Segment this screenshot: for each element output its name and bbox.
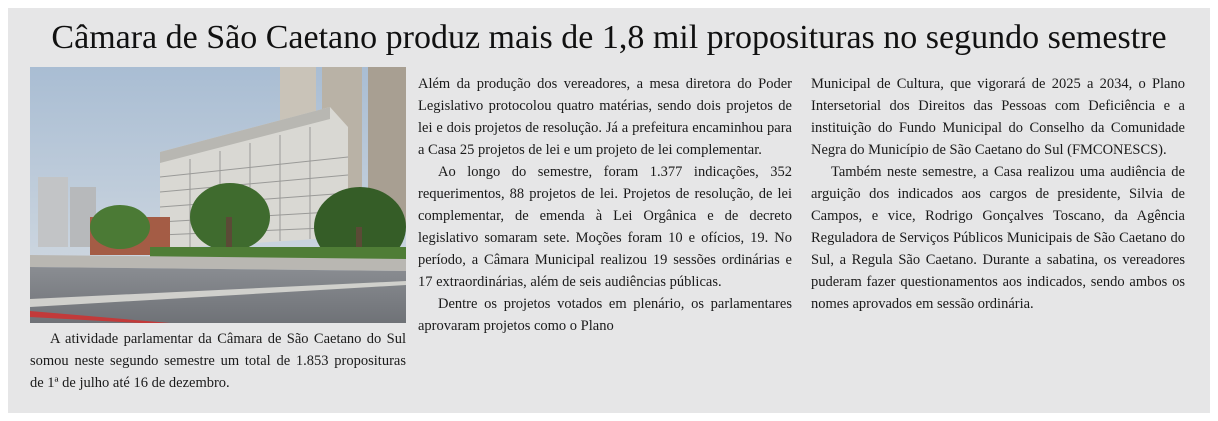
paragraph: Além da produção dos vereadores, a mesa diretora do Poder Legislativo protocolou quatro matérias, sendo dois projetos de lei e dois projetos de resolução. Já a prefeitura encaminhou para a Casa 25 projetos de lei e um projeto de lei complementar. xyxy=(418,76,792,158)
newspaper-article xyxy=(8,8,1210,413)
article-headline: Câmara de São Caetano produz mais de 1,8 mil proposituras no segundo semestre xyxy=(51,19,1167,56)
caption-text: A atividade parlamentar da Câmara de São Caetano do Sul somou neste segundo semestre um total de 1.853 proposituras de 1ª de julho até 16 de dezembro. xyxy=(30,331,406,391)
text-column-2 xyxy=(811,73,1185,315)
text-column-1 xyxy=(418,73,792,337)
paragraph: Municipal de Cultura, que vigorará de 2025 a 2034, o Plano Intersetorial dos Direitos das Pessoas com Deficiência e a instituição do Fundo Municipal do Conselho da Comunidade Negra do Município de São Caetano do Sul (FMCONESCS). xyxy=(811,76,1185,158)
building-photo xyxy=(30,67,406,323)
photo-caption xyxy=(30,328,406,394)
paragraph: Também neste semestre, a Casa realizou uma audiência de arguição dos indicados aos cargos de presidente, Silvia de Campos, e vice, Rodrigo Gonçalves Toscano, da Agência Reguladora de Serviços Públicos Municipais de São Caetano do Sul, a Regula São Caetano. Durante a sabatina, os vereadores puderam fazer questionamentos aos indicados, sendo ambos os nomes aprovados em sessão ordinária. xyxy=(811,164,1185,312)
paragraph: Dentre os projetos votados em plenário, os parlamentares aprovaram projetos como o Plano xyxy=(418,296,792,334)
building-photo-illustration xyxy=(30,67,406,323)
paragraph: Ao longo do semestre, foram 1.377 indicações, 352 requerimentos, 88 projetos de lei. Projetos de resolução, de lei complementar, de emenda à Lei Orgânica e de decreto legislativo somaram sete. Moções foram 10 e ofícios, 19. No período, a Câmara Municipal realizou 19 sessões ordinárias e 17 extraordinárias, além de seis audiências públicas. xyxy=(418,164,792,290)
